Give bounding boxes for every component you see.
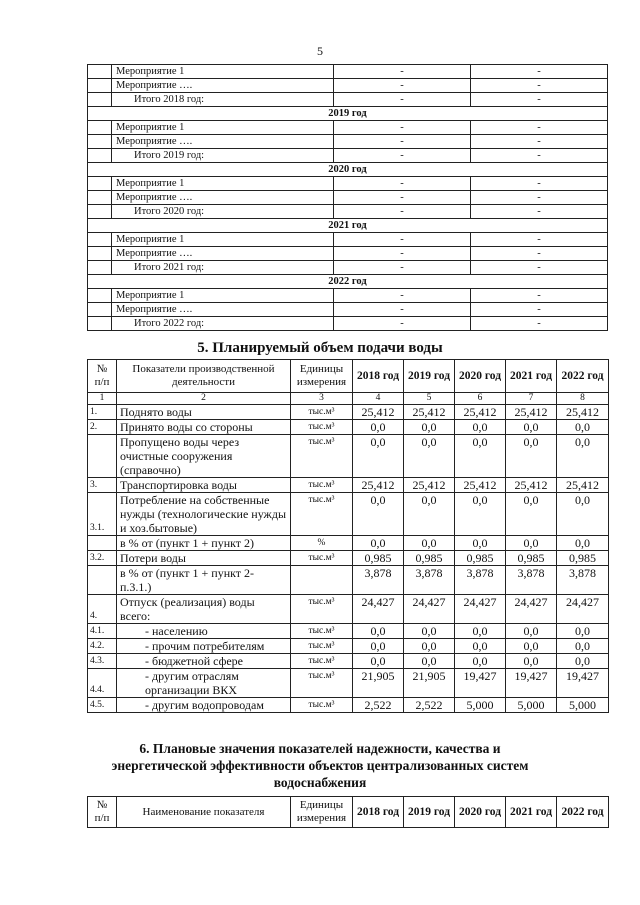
value-cell: 0,0 — [455, 654, 506, 669]
value-cell: 0,985 — [557, 551, 609, 566]
indicator-name: Потребление на собственные нужды (технологические нужды и хоз.бытовые) — [117, 493, 291, 536]
value-cell: 5,000 — [506, 698, 557, 713]
event-name: Мероприятие …. — [112, 247, 334, 261]
value-cell: - — [471, 205, 608, 219]
row-number: 1. — [88, 405, 117, 420]
table-row — [88, 65, 608, 79]
unit-cell: тыс.м³ — [291, 405, 353, 420]
row-number: 2. — [88, 420, 117, 435]
row-number-cell — [88, 79, 112, 93]
row-number — [88, 566, 117, 595]
indicator-name: Транспортировка воды — [117, 478, 291, 493]
value-cell: 5,000 — [455, 698, 506, 713]
event-name: Мероприятие …. — [112, 135, 334, 149]
value-cell: 25,412 — [353, 478, 404, 493]
indicator-name: Поднято воды — [117, 405, 291, 420]
value-cell: 3,878 — [353, 566, 404, 595]
table-row — [88, 420, 609, 435]
unit-cell: тыс.м³ — [291, 595, 353, 624]
value-cell: 0,0 — [455, 435, 506, 478]
value-cell: 25,412 — [557, 405, 609, 420]
table-row — [88, 261, 608, 275]
value-cell: - — [334, 261, 471, 275]
table-row — [88, 121, 608, 135]
value-cell: 0,0 — [404, 435, 455, 478]
indicator-name: в % от (пункт 1 + пункт 2- п.3.1.) — [117, 566, 291, 595]
unit-cell: тыс.м³ — [291, 478, 353, 493]
column-index: 5 — [404, 393, 455, 405]
value-cell: 0,985 — [506, 551, 557, 566]
value-cell: - — [334, 121, 471, 135]
header-indicator: Наименование показателя — [117, 797, 291, 828]
unit-cell: тыс.м³ — [291, 698, 353, 713]
value-cell: - — [471, 93, 608, 107]
value-cell: 0,0 — [353, 493, 404, 536]
unit-cell: тыс.м³ — [291, 551, 353, 566]
value-cell: 0,0 — [557, 624, 609, 639]
value-cell: 0,0 — [353, 536, 404, 551]
total-label: Итого 2020 год: — [112, 205, 334, 219]
event-name: Мероприятие …. — [112, 79, 334, 93]
header-year: 2020 год — [455, 360, 506, 393]
value-cell: 2,522 — [353, 698, 404, 713]
value-cell: 0,0 — [455, 493, 506, 536]
value-cell: 0,0 — [557, 536, 609, 551]
value-cell: 24,427 — [557, 595, 609, 624]
event-name: Мероприятие …. — [112, 191, 334, 205]
value-cell: 3,878 — [455, 566, 506, 595]
table-row — [88, 595, 609, 624]
value-cell: - — [334, 191, 471, 205]
value-cell: 0,0 — [353, 624, 404, 639]
table-row — [88, 317, 608, 331]
column-index-row — [88, 393, 609, 405]
value-cell: 0,0 — [455, 639, 506, 654]
value-cell: 21,905 — [353, 669, 404, 698]
table-row — [88, 478, 609, 493]
row-number-cell — [88, 317, 112, 331]
value-cell: 0,985 — [353, 551, 404, 566]
header-year: 2021 год — [506, 797, 557, 828]
value-cell: 0,0 — [506, 536, 557, 551]
row-number-cell — [88, 233, 112, 247]
value-cell: - — [471, 191, 608, 205]
column-index: 7 — [506, 393, 557, 405]
value-cell: - — [471, 247, 608, 261]
row-number-cell — [88, 303, 112, 317]
value-cell: - — [471, 233, 608, 247]
event-name: Мероприятие 1 — [112, 233, 334, 247]
value-cell: 0,0 — [353, 639, 404, 654]
table-row — [88, 639, 609, 654]
table-row — [88, 79, 608, 93]
indicator-name: - бюджетной сфере — [117, 654, 291, 669]
section5-title: 5. Планируемый объем подачи воды — [197, 340, 443, 356]
value-cell: 5,000 — [557, 698, 609, 713]
value-cell: 24,427 — [353, 595, 404, 624]
value-cell: 0,0 — [404, 536, 455, 551]
unit-cell: % — [291, 536, 353, 551]
column-index: 6 — [455, 393, 506, 405]
event-name: Мероприятие 1 — [112, 65, 334, 79]
row-number — [88, 435, 117, 478]
unit-cell — [291, 566, 353, 595]
value-cell: 0,0 — [506, 493, 557, 536]
unit-cell: тыс.м³ — [291, 654, 353, 669]
value-cell: - — [334, 79, 471, 93]
header-no: № п/п — [88, 360, 117, 393]
table-row — [88, 435, 609, 478]
value-cell: - — [471, 177, 608, 191]
indicator-name: Потери воды — [117, 551, 291, 566]
column-index: 1 — [88, 393, 117, 405]
value-cell: - — [334, 93, 471, 107]
row-number-cell — [88, 177, 112, 191]
year-label: 2020 год — [88, 163, 608, 177]
unit-cell: тыс.м³ — [291, 669, 353, 698]
value-cell: - — [471, 303, 608, 317]
header-year: 2022 год — [557, 360, 609, 393]
value-cell: 25,412 — [506, 478, 557, 493]
value-cell: 25,412 — [557, 478, 609, 493]
value-cell: 0,0 — [404, 639, 455, 654]
indicator-name: - населению — [117, 624, 291, 639]
value-cell: 24,427 — [506, 595, 557, 624]
value-cell: 0,0 — [404, 654, 455, 669]
value-cell: 0,0 — [557, 420, 609, 435]
row-number-cell — [88, 135, 112, 149]
indicator-name: - другим водопроводам — [117, 698, 291, 713]
table-row — [88, 289, 608, 303]
year-label: 2022 год — [88, 275, 608, 289]
unit-cell: тыс.м³ — [291, 624, 353, 639]
header-year: 2021 год — [506, 360, 557, 393]
value-cell: 0,0 — [404, 624, 455, 639]
year-row — [88, 219, 608, 233]
total-label: Итого 2018 год: — [112, 93, 334, 107]
table-row — [88, 149, 608, 163]
value-cell: - — [334, 247, 471, 261]
event-name: Мероприятие 1 — [112, 121, 334, 135]
table-row — [88, 566, 609, 595]
value-cell: 0,0 — [353, 420, 404, 435]
top-events-table — [87, 64, 608, 331]
row-number-cell — [88, 93, 112, 107]
row-number: 4.3. — [88, 654, 117, 669]
table-row — [88, 654, 609, 669]
value-cell: 0,0 — [353, 435, 404, 478]
total-label: Итого 2019 год: — [112, 149, 334, 163]
value-cell: 0,0 — [404, 493, 455, 536]
value-cell: 2,522 — [404, 698, 455, 713]
column-index: 3 — [291, 393, 353, 405]
value-cell: - — [471, 317, 608, 331]
value-cell: 25,412 — [404, 478, 455, 493]
value-cell: - — [334, 65, 471, 79]
section6-title-line3: водоснабжения — [273, 775, 367, 790]
value-cell: 0,0 — [506, 624, 557, 639]
year-label: 2019 год — [88, 107, 608, 121]
unit-cell: тыс.м³ — [291, 639, 353, 654]
value-cell: 21,905 — [404, 669, 455, 698]
value-cell: 0,0 — [404, 420, 455, 435]
indicator-name: Отпуск (реализация) воды всего: — [117, 595, 291, 624]
value-cell: 0,0 — [557, 654, 609, 669]
value-cell: 0,985 — [404, 551, 455, 566]
total-label: Итого 2022 год: — [112, 317, 334, 331]
header-unit: Единицы измерения — [291, 797, 353, 828]
section6-title-line2: энергетической эффективности объектов централизованных систем — [111, 758, 529, 773]
row-number-cell — [88, 247, 112, 261]
column-index: 8 — [557, 393, 609, 405]
total-label: Итого 2021 год: — [112, 261, 334, 275]
value-cell: 25,412 — [506, 405, 557, 420]
row-number: 3.1. — [88, 493, 117, 536]
column-index: 4 — [353, 393, 404, 405]
value-cell: 25,412 — [404, 405, 455, 420]
value-cell: - — [334, 289, 471, 303]
value-cell: - — [471, 149, 608, 163]
row-number-cell — [88, 149, 112, 163]
value-cell: 0,0 — [506, 639, 557, 654]
unit-cell: тыс.м³ — [291, 435, 353, 478]
value-cell: - — [334, 303, 471, 317]
value-cell: - — [334, 149, 471, 163]
column-index: 2 — [117, 393, 291, 405]
water-volume-table — [87, 359, 609, 713]
row-number: 4.1. — [88, 624, 117, 639]
year-row — [88, 107, 608, 121]
year-row — [88, 275, 608, 289]
value-cell: - — [471, 79, 608, 93]
page-number: 5 — [317, 44, 323, 58]
unit-cell: тыс.м³ — [291, 420, 353, 435]
header-year: 2018 год — [353, 797, 404, 828]
header-year: 2020 год — [455, 797, 506, 828]
table-row — [88, 493, 609, 536]
row-number: 3. — [88, 478, 117, 493]
table-row — [88, 177, 608, 191]
value-cell: - — [334, 317, 471, 331]
indicator-name: - другим отраслям организации ВКХ — [117, 669, 291, 698]
header-year: 2019 год — [404, 360, 455, 393]
header-year: 2019 год — [404, 797, 455, 828]
header-year: 2022 год — [557, 797, 609, 828]
value-cell: 25,412 — [455, 405, 506, 420]
row-number-cell — [88, 65, 112, 79]
row-number: 3.2. — [88, 551, 117, 566]
row-number: 4.4. — [88, 669, 117, 698]
value-cell: 0,0 — [506, 654, 557, 669]
value-cell: 19,427 — [506, 669, 557, 698]
event-name: Мероприятие 1 — [112, 289, 334, 303]
value-cell: - — [334, 233, 471, 247]
indicator-name: - прочим потребителям — [117, 639, 291, 654]
value-cell: - — [471, 65, 608, 79]
row-number-cell — [88, 205, 112, 219]
value-cell: - — [471, 261, 608, 275]
table-row — [88, 536, 609, 551]
value-cell: 24,427 — [404, 595, 455, 624]
value-cell: - — [471, 121, 608, 135]
year-label: 2021 год — [88, 219, 608, 233]
event-name: Мероприятие …. — [112, 303, 334, 317]
row-number-cell — [88, 191, 112, 205]
table-row — [88, 135, 608, 149]
value-cell: - — [334, 177, 471, 191]
table-row — [88, 233, 608, 247]
value-cell: 0,0 — [506, 435, 557, 478]
value-cell: 3,878 — [557, 566, 609, 595]
value-cell: 0,0 — [557, 493, 609, 536]
header-year: 2018 год — [353, 360, 404, 393]
value-cell: 19,427 — [455, 669, 506, 698]
row-number — [88, 536, 117, 551]
value-cell: - — [334, 135, 471, 149]
event-name: Мероприятие 1 — [112, 177, 334, 191]
reliability-indicators-table — [87, 796, 609, 828]
value-cell: 25,412 — [455, 478, 506, 493]
value-cell: 0,0 — [557, 639, 609, 654]
value-cell: 24,427 — [455, 595, 506, 624]
table-row — [88, 191, 608, 205]
value-cell: 0,985 — [455, 551, 506, 566]
value-cell: - — [334, 205, 471, 219]
row-number-cell — [88, 121, 112, 135]
table-row — [88, 551, 609, 566]
indicator-name: Принято воды со стороны — [117, 420, 291, 435]
value-cell: 0,0 — [506, 420, 557, 435]
table-row — [88, 205, 608, 219]
value-cell: - — [471, 289, 608, 303]
table-row — [88, 93, 608, 107]
value-cell: 0,0 — [455, 420, 506, 435]
table-row — [88, 669, 609, 698]
value-cell: 0,0 — [455, 624, 506, 639]
value-cell: 19,427 — [557, 669, 609, 698]
value-cell: 0,0 — [455, 536, 506, 551]
row-number: 4.5. — [88, 698, 117, 713]
section6-title-line1: 6. Плановые значения показателей надежности, качества и — [139, 741, 501, 756]
value-cell: 0,0 — [557, 435, 609, 478]
unit-cell: тыс.м³ — [291, 493, 353, 536]
row-number: 4. — [88, 595, 117, 624]
year-row — [88, 163, 608, 177]
row-number-cell — [88, 261, 112, 275]
table-row — [88, 698, 609, 713]
table-row — [88, 247, 608, 261]
value-cell: 3,878 — [506, 566, 557, 595]
header-indicator: Показатели производственной деятельности — [117, 360, 291, 393]
indicator-name: Пропущено воды через очистные сооружения (справочно) — [117, 435, 291, 478]
table-row — [88, 303, 608, 317]
table-row — [88, 624, 609, 639]
header-no: № п/п — [88, 797, 117, 828]
header-unit: Единицы измерения — [291, 360, 353, 393]
value-cell: 25,412 — [353, 405, 404, 420]
value-cell: 3,878 — [404, 566, 455, 595]
indicator-name: в % от (пункт 1 + пункт 2) — [117, 536, 291, 551]
value-cell: - — [471, 135, 608, 149]
table-row — [88, 405, 609, 420]
row-number-cell — [88, 289, 112, 303]
row-number: 4.2. — [88, 639, 117, 654]
section6-title — [0, 740, 640, 791]
value-cell: 0,0 — [353, 654, 404, 669]
